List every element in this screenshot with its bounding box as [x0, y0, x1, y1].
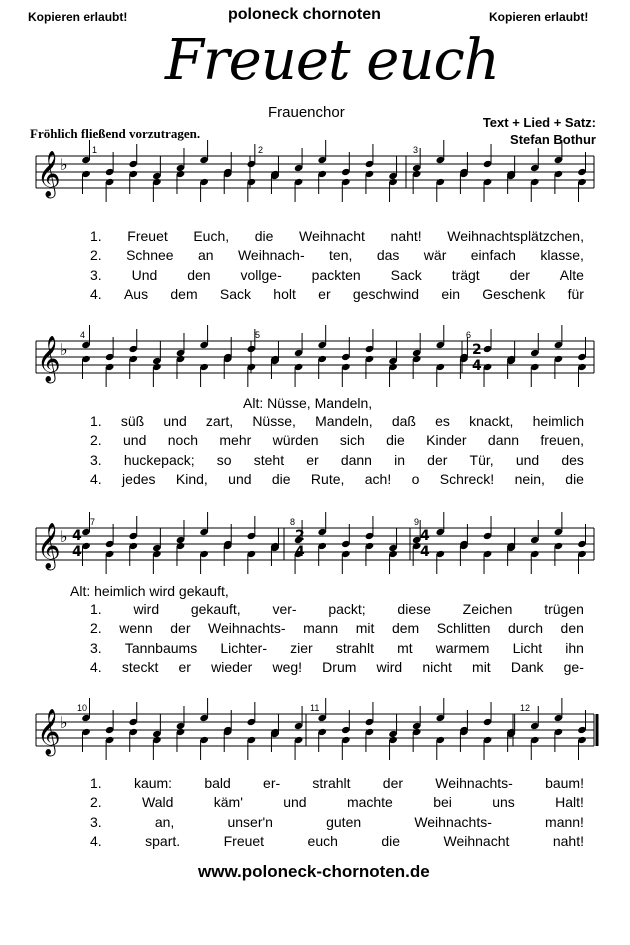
verse-number: 3. — [90, 451, 102, 468]
lyric-word: durch — [507, 620, 543, 637]
lyric-word: Weihnachts- — [414, 813, 492, 830]
alt-voice-text — [243, 395, 372, 411]
flat-icon: ♭ — [60, 340, 68, 359]
flat-icon: ♭ — [60, 713, 68, 732]
lyric-word: er — [178, 658, 191, 675]
alt-lyric: Nüsse, Mandeln, — [267, 395, 373, 411]
lyric-word: und — [163, 413, 187, 429]
lyric-word: bei — [433, 794, 452, 811]
time-signature: 4 — [72, 544, 82, 560]
measure-number: 8 — [290, 517, 296, 527]
lyric-word: die — [386, 432, 405, 449]
lyric-word: mt — [397, 639, 413, 656]
lyric-word: euch — [307, 832, 338, 849]
lyric-word: Schlitten — [436, 620, 491, 637]
lyric-word: wird — [133, 601, 160, 617]
lyric-word: und — [228, 470, 252, 487]
lyric-word: mann — [303, 620, 339, 637]
lyric-line — [90, 413, 584, 429]
footer-url: www.poloneck-chornoten.de — [198, 862, 430, 881]
lyric-word: er — [306, 451, 319, 468]
verse-number: 4. — [90, 832, 102, 849]
lyric-line — [90, 452, 584, 468]
song-title: Freuet euch — [165, 28, 499, 93]
lyric-word: Dank — [510, 658, 544, 675]
lyric-word: naht! — [552, 832, 584, 849]
lyric-line — [90, 228, 584, 244]
treble-clef-icon: 𝄞 — [37, 709, 61, 755]
lyric-word: an — [197, 247, 214, 264]
lyric-word: huckepack; — [123, 451, 195, 468]
verse-number: 1. — [90, 413, 102, 429]
flat-icon: ♭ — [60, 155, 68, 174]
lyric-word: Und — [131, 266, 158, 283]
lyric-word: Rute, — [310, 470, 345, 487]
lyric-word: des — [561, 451, 584, 468]
lyric-line — [90, 775, 584, 791]
lyric-word: Zeichen — [462, 601, 513, 617]
verse-number: 3. — [90, 639, 102, 656]
lyric-word: die — [271, 470, 291, 487]
lyric-word: mann! — [545, 813, 584, 830]
lyric-word: jedes — [122, 470, 156, 487]
lyric-word: baum! — [545, 775, 584, 791]
lyric-word: guten — [326, 813, 362, 830]
lyric-word: Alte — [559, 266, 584, 283]
lyric-word: Geschenk — [482, 285, 546, 302]
lyric-word: geschwind — [352, 285, 420, 302]
lyric-word: machte — [346, 794, 393, 811]
lyric-word: und — [283, 794, 307, 811]
verse-number: 4. — [90, 470, 102, 487]
lyric-word: bald — [204, 775, 231, 791]
lyric-word: so — [216, 451, 232, 468]
lyric-word: strahlt — [312, 775, 351, 791]
treble-clef-icon: 𝄞 — [37, 151, 61, 197]
lyric-word: wieder — [211, 658, 253, 675]
lyric-word: Freuet — [127, 228, 168, 244]
treble-clef-icon: 𝄞 — [37, 523, 61, 569]
lyric-line — [90, 601, 584, 617]
measure-number: 6 — [466, 330, 472, 340]
lyric-word: naht! — [390, 228, 422, 244]
lyric-word: Nüsse, — [252, 413, 296, 429]
lyric-word: die — [565, 470, 584, 487]
verse-number: 1. — [90, 601, 102, 617]
lyric-word: Sack — [219, 285, 252, 302]
lyric-word: wenn — [119, 620, 153, 637]
measure-number: 9 — [414, 517, 420, 527]
lyric-word: dem — [170, 285, 198, 302]
lyric-word: vollge- — [240, 266, 282, 283]
lyric-word: zart, — [205, 413, 234, 429]
lyric-word: das — [376, 247, 400, 264]
lyric-word: in — [394, 451, 406, 468]
lyric-word: süß — [120, 413, 145, 429]
lyric-line — [90, 247, 584, 263]
lyric-word: weg! — [272, 658, 303, 675]
lyric-line — [90, 471, 584, 487]
time-signature: 4 — [295, 544, 305, 560]
lyric-line — [90, 814, 584, 830]
lyric-word: knackt, — [469, 413, 514, 429]
lyric-line — [90, 432, 584, 448]
lyric-word: Halt! — [555, 794, 584, 811]
verse-number: 1. — [90, 228, 102, 244]
measure-number: 11 — [310, 703, 320, 713]
lyric-word: Kind, — [175, 470, 208, 487]
measure-number: 4 — [80, 330, 86, 340]
time-signature: 4 — [472, 358, 482, 374]
lyric-word: Mandeln, — [315, 413, 373, 429]
lyric-word: der — [509, 266, 530, 283]
lyric-word: der — [382, 775, 404, 791]
treble-clef-icon: 𝄞 — [37, 336, 61, 382]
lyric-word: holt — [273, 285, 296, 302]
lyric-word: Sack — [390, 266, 422, 283]
lyric-word: noch — [167, 432, 199, 449]
lyric-line — [90, 620, 584, 636]
lyric-word: strahlt — [335, 639, 374, 656]
verse-number: 2. — [90, 794, 102, 811]
lyric-word: den — [560, 620, 584, 637]
lyric-word: Aus — [123, 285, 149, 302]
lyric-word: packt; — [328, 601, 366, 617]
lyric-word: trägt — [451, 266, 480, 283]
alt-lyric: heimlich wird gekauft, — [94, 583, 229, 599]
time-signature: 2 — [295, 528, 305, 544]
lyric-word: gekauft, — [190, 601, 241, 617]
verse-number: 2. — [90, 432, 102, 449]
measure-number: 2 — [258, 145, 264, 155]
lyric-line — [90, 659, 584, 675]
lyric-word: die — [254, 228, 274, 244]
verse-number: 2. — [90, 620, 102, 637]
measure-number: 12 — [520, 703, 531, 713]
lyric-word: der — [427, 451, 448, 468]
lyric-word: Weihnacht — [299, 228, 365, 244]
lyric-word: mehr — [219, 432, 252, 449]
time-signature: 4 — [420, 544, 430, 560]
lyric-word: daß — [391, 413, 416, 429]
lyric-word: mit — [355, 620, 375, 637]
lyric-word: uns — [492, 794, 515, 811]
lyric-word: nicht — [422, 658, 452, 675]
lyric-word: einfach — [470, 247, 516, 264]
alt-voice-text — [70, 583, 229, 599]
verse-number: 3. — [90, 266, 102, 283]
lyric-word: ver- — [272, 601, 297, 617]
lyric-word: die — [381, 832, 401, 849]
lyric-word: Schreck! — [439, 470, 495, 487]
lyric-line — [90, 833, 584, 849]
measure-number: 7 — [90, 517, 96, 527]
lyric-word: unser'n — [227, 813, 273, 830]
lyric-word: freuen, — [540, 432, 584, 449]
lyric-word: der — [170, 620, 191, 637]
lyric-word: trügen — [544, 601, 584, 617]
lyric-word: käm' — [213, 794, 243, 811]
lyric-word: spart. — [145, 832, 181, 849]
lyric-word: dem — [391, 620, 420, 637]
alt-label: Alt: — [70, 583, 91, 599]
lyric-word: Weihnachtsplätzchen, — [447, 228, 584, 244]
lyric-word: Drum — [322, 658, 357, 675]
lyric-line — [90, 640, 584, 656]
time-signature: 2 — [472, 342, 482, 358]
lyric-word: Lichter- — [220, 639, 268, 656]
lyric-word: Weihnachts- — [208, 620, 286, 637]
lyric-line — [90, 286, 584, 302]
lyric-word: Schnee — [126, 247, 174, 264]
credit-line-1: Text + Lied + Satz: — [482, 115, 596, 130]
lyric-word: dann — [340, 451, 372, 468]
lyric-word: und — [515, 451, 540, 468]
tempo-marking: Fröhlich fließend vorzutragen. — [30, 126, 201, 141]
measure-number: 3 — [413, 145, 419, 155]
verse-number: 4. — [90, 285, 102, 302]
measure-number: 10 — [77, 703, 88, 713]
lyric-word: Kinder — [426, 432, 467, 449]
alt-label: Alt: — [243, 395, 264, 411]
lyric-word: Tannbaums — [124, 639, 198, 656]
lyric-word: ge- — [563, 658, 584, 675]
lyric-line — [90, 267, 584, 283]
lyric-word: an, — [154, 813, 175, 830]
lyric-word: und — [123, 432, 147, 449]
lyric-word: Wald — [142, 794, 174, 811]
flat-icon: ♭ — [60, 527, 68, 546]
lyric-word: heimlich — [532, 413, 584, 429]
lyric-word: wär — [423, 247, 447, 264]
lyric-word: klasse, — [540, 247, 584, 264]
lyric-word: Weihnach- — [237, 247, 305, 264]
verse-number: 2. — [90, 247, 102, 264]
lyric-word: packten — [311, 266, 361, 283]
verse-number: 4. — [90, 658, 102, 675]
lyric-word: Licht — [512, 639, 543, 656]
lyric-word: würden — [272, 432, 319, 449]
credit-line-2: Stefan Bothur — [510, 132, 596, 147]
measure-number: 5 — [255, 330, 261, 340]
lyric-word: ein — [441, 285, 461, 302]
lyric-word: ach! — [364, 470, 392, 487]
copy-note-left: Kopieren erlaubt! — [28, 10, 128, 24]
lyric-word: für — [567, 285, 584, 302]
lyric-word: ten, — [329, 247, 353, 264]
lyric-word: Euch, — [193, 228, 230, 244]
lyric-line — [90, 794, 584, 810]
lyric-word: warmem — [435, 639, 490, 656]
site-name: poloneck chornoten — [228, 6, 381, 23]
time-signature: 4 — [72, 528, 82, 544]
verse-number: 1. — [90, 775, 102, 791]
lyric-word: kaum: — [133, 775, 173, 791]
lyric-word: diese — [397, 601, 431, 617]
lyric-word: zier — [290, 639, 313, 656]
measure-number: 1 — [92, 145, 98, 155]
lyric-word: dann — [487, 432, 520, 449]
lyric-word: steht — [253, 451, 285, 468]
lyric-word: steckt — [121, 658, 159, 675]
lyric-word: Weihnachts- — [435, 775, 513, 791]
copy-note-right: Kopieren erlaubt! — [489, 10, 589, 24]
lyric-word: den — [187, 266, 211, 283]
lyric-word: Freuet — [223, 832, 265, 849]
lyric-word: Weihnacht — [443, 832, 510, 849]
lyric-word: Tür, — [469, 451, 494, 468]
lyric-word: mit — [472, 658, 491, 675]
lyric-word: er — [318, 285, 331, 302]
lyric-word: es — [435, 413, 450, 429]
choir-type: Frauenchor — [268, 104, 345, 121]
verse-number: 3. — [90, 813, 102, 830]
lyric-word: sich — [339, 432, 365, 449]
time-signature: 4 — [420, 528, 430, 544]
lyric-word: o — [411, 470, 420, 487]
lyric-word: er- — [263, 775, 281, 791]
lyric-word: nein, — [514, 470, 545, 487]
lyric-word: ihn — [565, 639, 584, 656]
lyric-word: wird — [376, 658, 403, 675]
